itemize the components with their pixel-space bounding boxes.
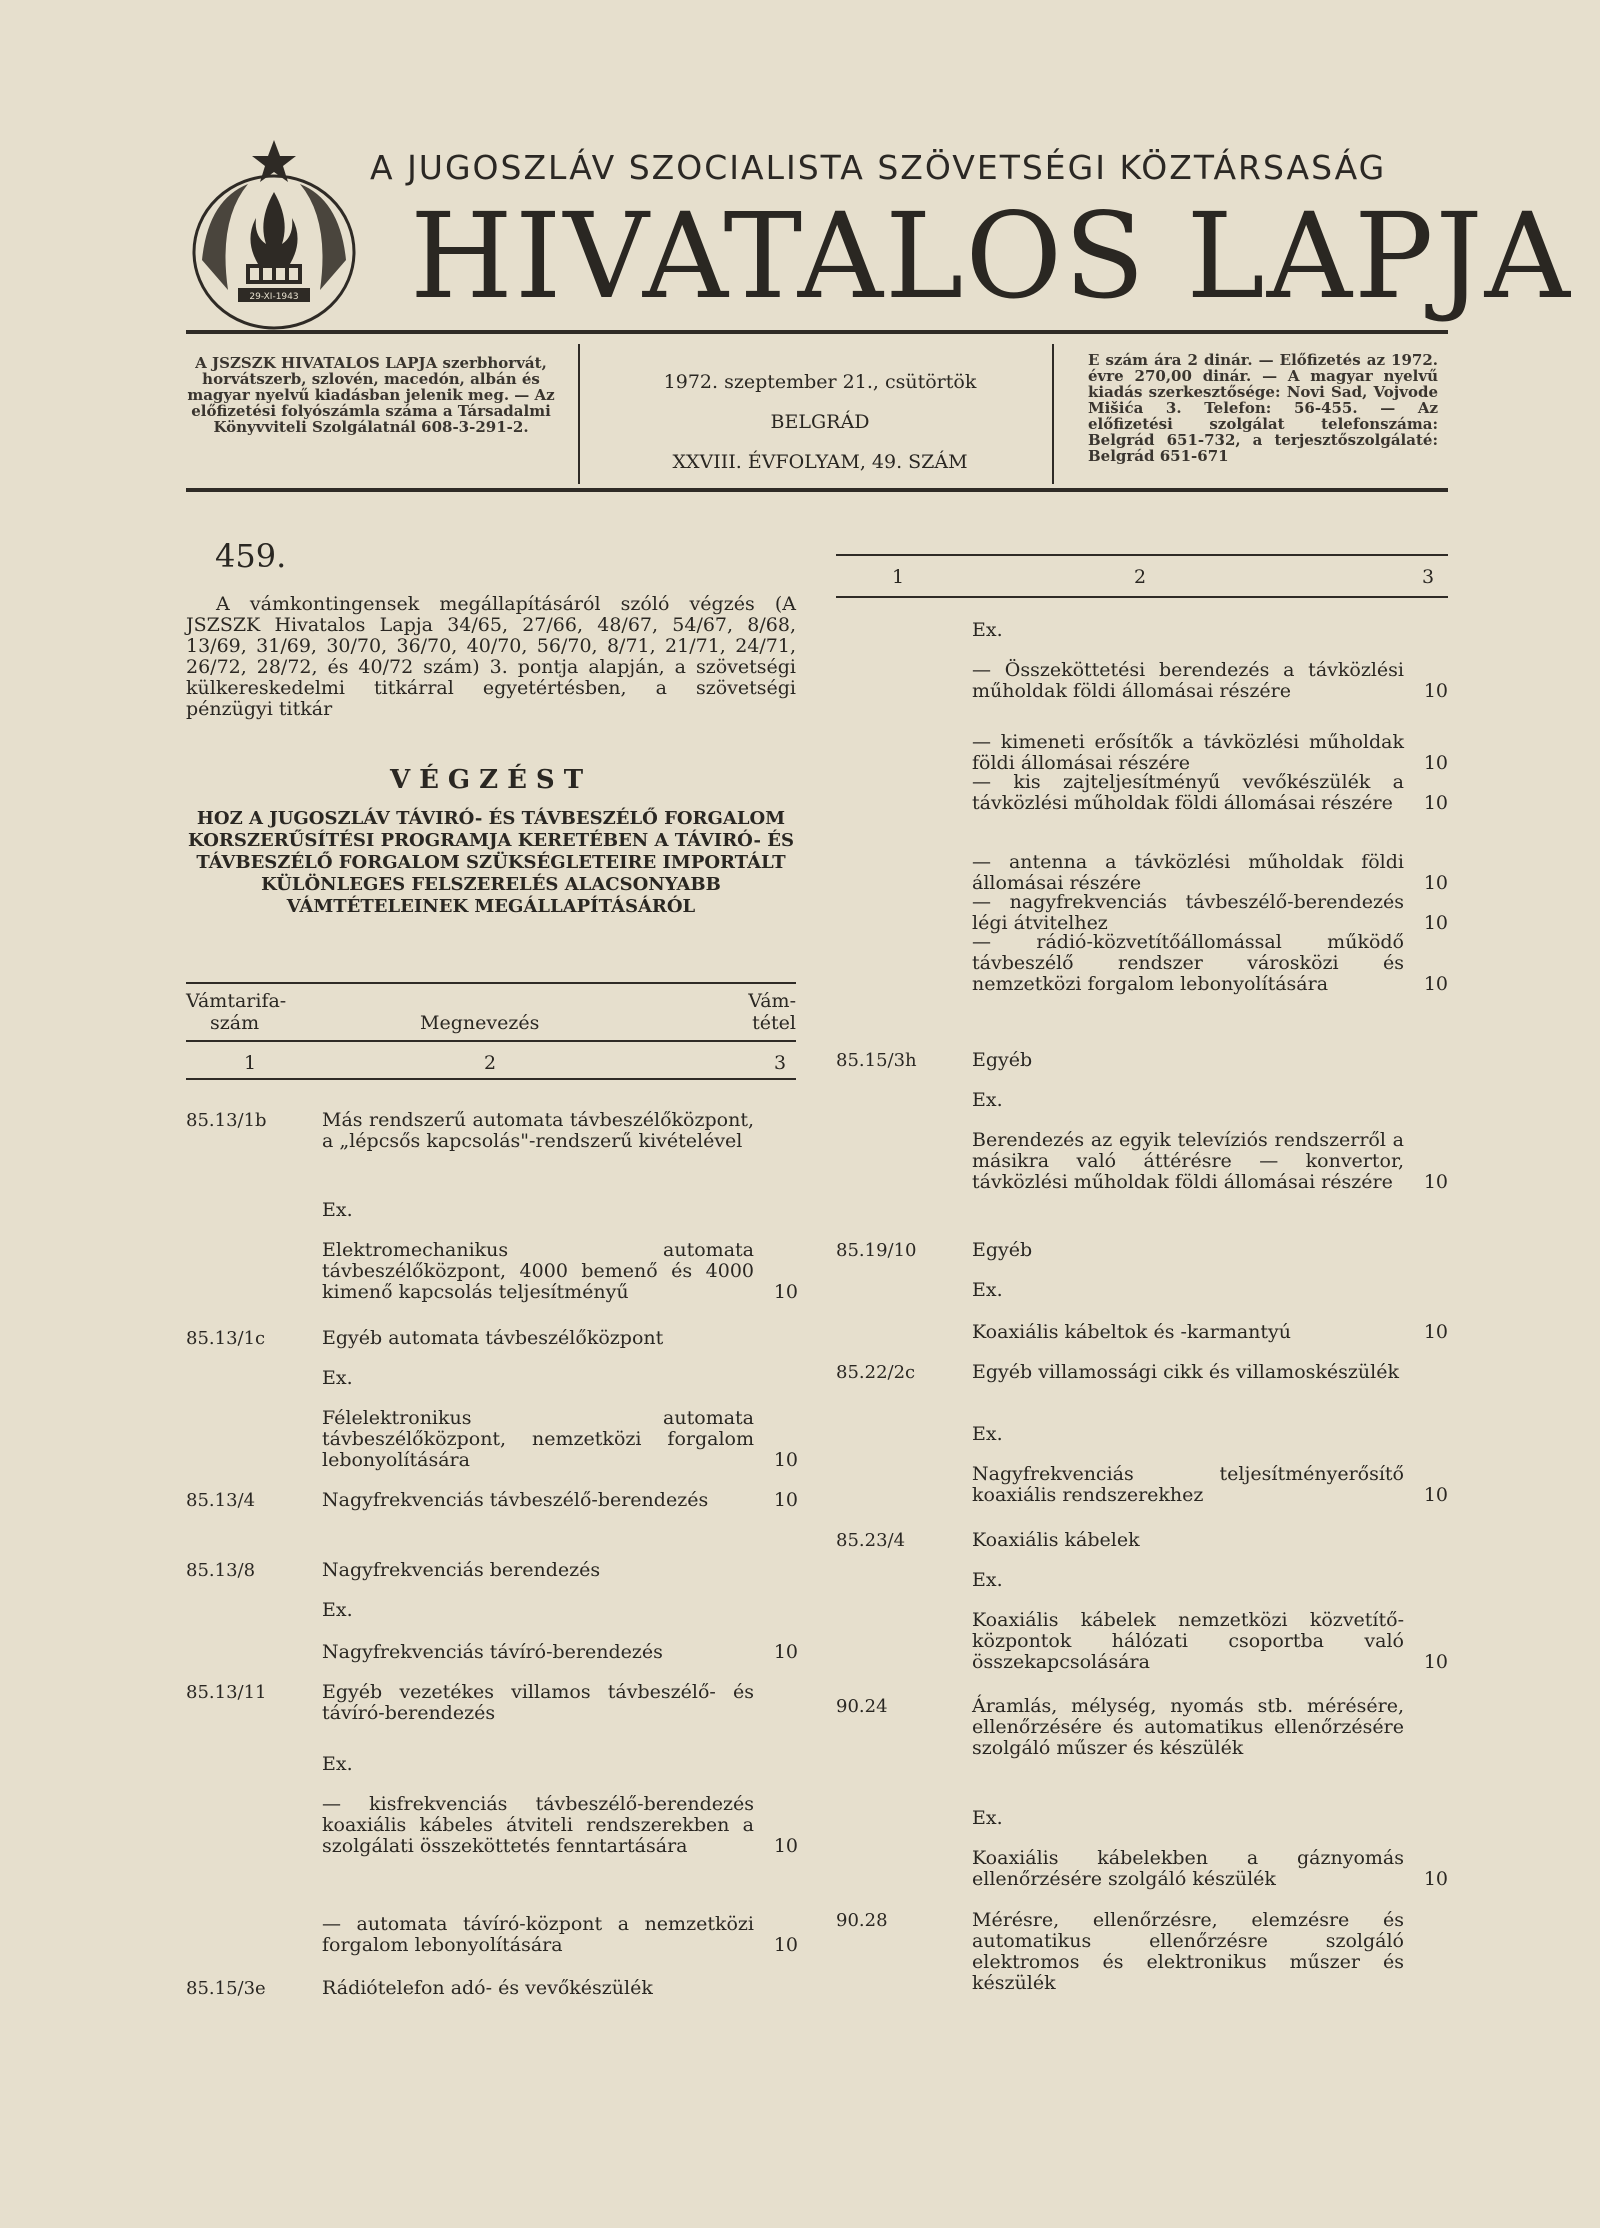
issue-city: BELGRÁD <box>770 411 870 433</box>
item-description: — Összeköttetési berendezés a távközlési műholdak földi állomásai részére <box>972 659 1404 702</box>
item-description: Más rendszerű automata távbeszélőközpont, a „lépcsős kapcsolás"-rendszerű kivételével <box>322 1109 754 1152</box>
duty-rate: 10 <box>1423 1321 1448 1343</box>
item-description: Ex. <box>972 619 1003 641</box>
table-rule <box>836 554 1448 556</box>
article-title: HOZ A JUGOSZLÁV TÁVIRÓ- ÉS TÁVBESZÉLŐ FORGALOM KORSZERŰSÍTÉSI PROGRAMJA KERETÉBEN A TÁVIRÓ- ÉS TÁVBESZÉLŐ FORGALOM SZÜKSÉGLETEIRE IMPORTÁLT KÜLÖNLEGES FELSZERELÉS ALACSONYABB VÁMTÉTELEINEK MEGÁLLAPÍTÁSÁRÓL <box>188 808 794 917</box>
duty-rate: 10 <box>773 1934 798 1956</box>
item-description: Nagyfrekvenciás berendezés <box>322 1559 601 1581</box>
column-number-3: 3 <box>774 1052 787 1074</box>
tariff-code: 85.22/2c <box>836 1362 916 1383</box>
tariff-code: 85.13/4 <box>186 1490 256 1511</box>
column-number-1: 1 <box>892 566 905 588</box>
table-rule <box>836 596 1448 598</box>
item-description: Ex. <box>322 1367 353 1389</box>
duty-rate: 10 <box>773 1281 798 1303</box>
item-description: — automata távíró-központ a nemzetközi forgalom lebonyolítására <box>322 1913 754 1956</box>
item-description: Koaxiális kábelek <box>972 1529 1140 1551</box>
tariff-code: 85.15/3e <box>186 1978 266 1999</box>
table-header-name: Megnevezés <box>420 1012 540 1034</box>
article-intro: A vámkontingensek megállapításáról szóló végzés (A JSZSZK Hivatalos Lapja 34/65, 27/66, 48/67, 54/67, 8/68, 13/69, 31/69, 30/70, 36/70, 40/70, 56/70, 8/71, 21/71, 24/71, 26/72, 28/72, és 40/72 szám) 3. pontja alapján, a szövetségi külkereskedelmi titkárral egyetértésben, a szövetségi pénzügyi titkár <box>186 593 796 720</box>
column-number-2: 2 <box>1134 566 1147 588</box>
item-description: Egyéb villamossági cikk és villamoskészülék <box>972 1361 1399 1383</box>
tariff-code: 85.19/10 <box>836 1240 917 1261</box>
duty-rate: 10 <box>773 1449 798 1471</box>
item-description: Ex. <box>972 1807 1003 1829</box>
item-description: Ex. <box>972 1569 1003 1591</box>
item-description: Áramlás, mélység, nyomás stb. mérésére, ellenőrzésére és automatikus ellenőrzésére szolgáló műszer és készülék <box>972 1695 1404 1759</box>
duty-rate: 10 <box>1423 680 1448 702</box>
duty-rate: 10 <box>1423 1484 1448 1506</box>
item-description: Ex. <box>322 1599 353 1621</box>
tariff-code: 85.13/1c <box>186 1328 266 1349</box>
emblem-date: 29-XI-1943 <box>249 292 299 302</box>
item-description: Ex. <box>322 1753 353 1775</box>
item-description: Ex. <box>322 1199 353 1221</box>
item-description: Koaxiális kábelekben a gáznyomás ellenőrzésére szolgáló készülék <box>972 1847 1404 1890</box>
item-description: Koaxiális kábeltok és -karmantyú <box>972 1321 1292 1343</box>
item-description: — antenna a távközlési műholdak földi állomásai részére <box>972 851 1404 894</box>
item-description: — kis zajteljesítményű vevőkészülék a távközlési műholdak földi állomásai részére <box>972 771 1404 814</box>
item-description: — kimeneti erősítők a távközlési műholdak földi állomásai részére <box>972 731 1404 774</box>
item-description: Egyéb <box>972 1239 1033 1261</box>
item-description: Egyéb vezetékes villamos távbeszélő- és távíró-berendezés <box>322 1681 754 1724</box>
duty-rate: 10 <box>1423 792 1448 814</box>
item-description: Berendezés az egyik televíziós rendszerről a másikra való áttérésre — konvertor, távközlési műholdak földi állomásai részére <box>972 1129 1404 1193</box>
duty-rate: 10 <box>1423 1651 1448 1673</box>
duty-rate: 10 <box>1423 912 1448 934</box>
item-description: Nagyfrekvenciás távíró-berendezés <box>322 1641 663 1663</box>
table-header-rate: Vám- tétel <box>748 990 796 1034</box>
item-description: Ex. <box>972 1279 1003 1301</box>
duty-rate: 10 <box>1423 872 1448 894</box>
issue-date: 1972. szeptember 21., csütörtök <box>663 371 977 393</box>
duty-rate: 10 <box>1423 1868 1448 1890</box>
duty-rate: 10 <box>1423 1171 1448 1193</box>
table-rule <box>186 1040 796 1042</box>
article-heading: VÉGZÉST <box>389 765 593 795</box>
tariff-code: 85.13/8 <box>186 1560 256 1581</box>
item-description: Ex. <box>972 1089 1003 1111</box>
duty-rate: 10 <box>773 1641 798 1663</box>
info-left: A JSZSZK HIVATALOS LAPJA szerbhorvát, horvátszerb, szlovén, macedón, albán és magyar nyelvű kiadásban jelenik meg. — Az előfizetési folyószámla száma a Társadalmi Könyvviteli Szolgálatnál 608-3-291-2. <box>187 354 555 436</box>
info-divider <box>1052 344 1054 484</box>
item-description: Nagyfrekvenciás távbeszélő-berendezés <box>322 1489 709 1511</box>
info-divider <box>578 344 580 484</box>
tariff-code: 90.24 <box>836 1696 888 1717</box>
column-number-1: 1 <box>244 1052 257 1074</box>
masthead-top-line: A JUGOSZLÁV SZOCIALISTA SZÖVETSÉGI KÖZTÁRSASÁG <box>370 148 1387 187</box>
item-description: Mérésre, ellenőrzésre, elemzésre és automatikus ellenőrzésre szolgáló elektromos és elektronikus műszer és készülék <box>972 1909 1404 1994</box>
item-description: Félelektronikus automata távbeszélőközpont, nemzetközi forgalom lebonyolítására <box>322 1407 754 1471</box>
info-right: E szám ára 2 dinár. — Előfizetés az 1972. évre 270,00 dinár. — A magyar nyelvű kiadás szerkesztősége: Novi Sad, Vojvode Mišića 3. Telefon: 56-455. — Az előfizetési szolgálat telefonszáma: Belgrád 651-732, a terjesztőszolgálaté: Belgrád 651-671 <box>1088 351 1438 465</box>
table-rule <box>186 982 796 984</box>
tariff-code: 85.13/1b <box>186 1110 267 1131</box>
item-description: Nagyfrekvenciás teljesítményerősítő koaxiális rendszerekhez <box>972 1463 1404 1506</box>
item-description: — rádió-közvetítőállomással működő távbeszélő rendszer városközi és nemzetközi forgalom lebonyolítására <box>972 931 1404 995</box>
tariff-code: 90.28 <box>836 1910 888 1931</box>
tariff-code: 85.13/11 <box>186 1682 267 1703</box>
item-description: Elektromechanikus automata távbeszélőközpont, 4000 bemenő és 4000 kimenő kapcsolás teljesítményű <box>322 1239 754 1303</box>
state-emblem <box>188 140 360 332</box>
column-number-2: 2 <box>484 1052 497 1074</box>
item-description: Egyéb automata távbeszélőközpont <box>322 1327 664 1349</box>
masthead-rule <box>186 330 1448 334</box>
issue-number: XXVIII. ÉVFOLYAM, 49. SZÁM <box>672 451 968 473</box>
article-number: 459. <box>215 537 287 575</box>
item-description: Rádiótelefon adó- és vevőkészülék <box>322 1977 653 1999</box>
column-number-3: 3 <box>1422 566 1435 588</box>
tariff-code: 85.23/4 <box>836 1530 906 1551</box>
tariff-code: 85.15/3h <box>836 1050 917 1071</box>
duty-rate: 10 <box>1423 752 1448 774</box>
table-rule <box>186 1078 796 1080</box>
duty-rate: 10 <box>773 1489 798 1511</box>
item-description: Koaxiális kábelek nemzetközi közvetítő-központok hálózati csoportba való összekapcsolására <box>972 1609 1404 1673</box>
item-description: Ex. <box>972 1423 1003 1445</box>
item-description: Egyéb <box>972 1049 1033 1071</box>
duty-rate: 10 <box>773 1835 798 1857</box>
info-rule <box>186 488 1448 492</box>
item-description: — nagyfrekvenciás távbeszélő-berendezés légi átvitelhez <box>972 891 1404 934</box>
item-description: — kisfrekvenciás távbeszélő-berendezés koaxiális kábeles átviteli rendszerekben a szolgálati összeköttetés fenntartására <box>322 1793 754 1857</box>
duty-rate: 10 <box>1423 973 1448 995</box>
masthead-title: HIVATALOS LAPJA <box>410 187 1572 325</box>
table-header-code: Vámtarifa- szám <box>186 990 287 1034</box>
info-middle <box>590 362 1050 482</box>
